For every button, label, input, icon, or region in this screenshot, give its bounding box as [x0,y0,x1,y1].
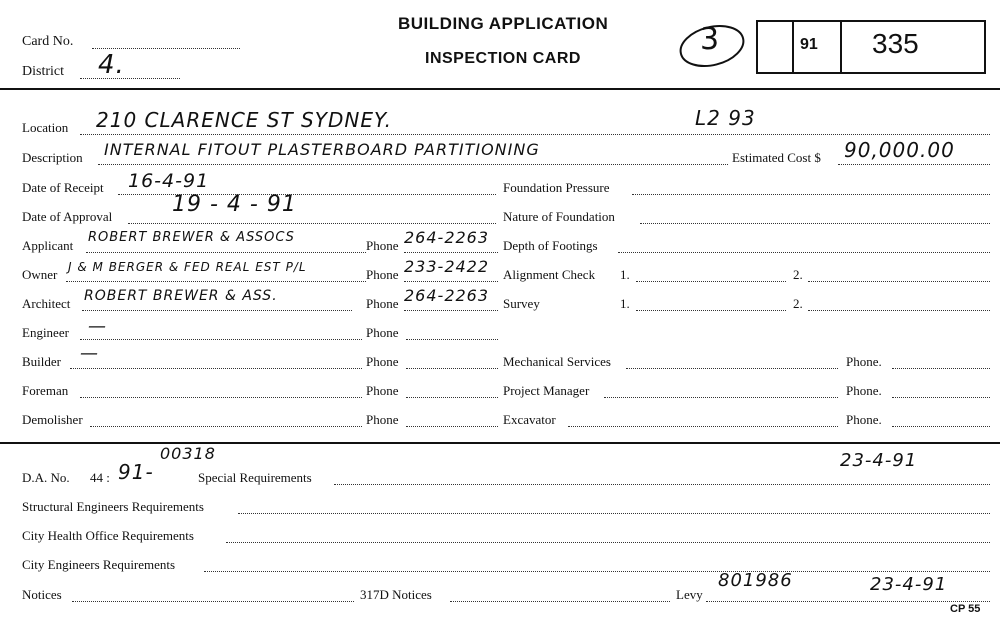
description-value: INTERNAL FITOUT PLASTERBOARD PARTITIONING [104,140,540,159]
da-value: 91- [118,460,154,484]
alignment-check-line1 [636,281,786,282]
header-rule [0,88,1000,90]
excavator-label: Excavator [503,412,556,427]
nature-foundation-label: Nature of Foundation [503,209,615,224]
depth-footings-line [618,252,990,253]
notices-line [72,601,354,602]
foreman-phone-line [406,397,498,398]
card-number-box [756,20,986,74]
builder-value: — [80,343,99,364]
survey-n1: 1. [620,296,630,311]
mechanical-phone-line [892,368,990,369]
city-eng-line [204,571,990,572]
architect-value: ROBERT BREWER & ASS. [84,288,278,304]
special-req-label: Special Requirements [198,470,312,485]
architect-phone: 264-2263 [404,286,490,305]
foundation-pressure-line [632,194,990,195]
structural-label: Structural Engineers Requirements [22,499,204,514]
survey-line2 [808,310,990,311]
depth-footings-label: Depth of Footings [503,238,598,253]
owner-line [66,281,366,282]
box-divider-2 [840,22,842,72]
levy-value: 801986 [718,570,793,591]
architect-phone-label: Phone [366,296,399,311]
engineer-label: Engineer [22,325,69,340]
owner-phone-label: Phone [366,267,399,282]
architect-line [82,310,352,311]
builder-phone-line [406,368,498,369]
estimated-cost-label: Estimated Cost $ [732,150,821,165]
form-code: CP 55 [950,603,981,615]
engineer-line [80,339,362,340]
card-no-label: Card No. [22,34,74,49]
notices-317d-line [450,601,670,602]
builder-phone-label: Phone [366,354,399,369]
box-year: 91 [800,36,818,53]
mechanical-services-line [626,368,838,369]
da-superscript: 00318 [160,444,216,463]
date-receipt-label: Date of Receipt [22,180,104,195]
levy-label: Levy [676,587,703,602]
date-approval-value: 19 - 4 - 91 [172,192,297,217]
da-prefix: 44 : [90,470,110,485]
foreman-phone-label: Phone [366,383,399,398]
engineer-phone-line [406,339,498,340]
levy-date: 23-4-91 [870,574,948,595]
notices-label: Notices [22,587,62,602]
demolisher-label: Demolisher [22,412,83,427]
project-manager-label: Project Manager [503,383,590,398]
box-divider-1 [792,22,794,72]
alignment-check-line2 [808,281,990,282]
date-approval-line [128,223,496,224]
da-no-label: D.A. No. [22,470,70,485]
foreman-line [80,397,362,398]
levy-line [706,601,990,602]
foundation-pressure-label: Foundation Pressure [503,180,610,195]
location-line [80,134,990,135]
mechanical-phone-label: Phone. [846,354,882,369]
title-line2: INSPECTION CARD [425,50,581,67]
estimated-cost-line [838,164,990,165]
applicant-phone-label: Phone [366,238,399,253]
excavator-line [568,426,838,427]
box-number: 335 [872,28,919,59]
circled-number: 3 [700,22,721,57]
builder-line [70,368,362,369]
health-line [226,542,990,543]
description-line [98,164,728,165]
date-approval-label: Date of Approval [22,209,113,224]
notices-317d-label: 317D Notices [360,587,432,602]
district-line [80,78,180,79]
location-value: 210 CLARENCE ST SYDNEY. [96,108,392,132]
estimated-cost-value: 90,000.00 [844,138,955,162]
location-label: Location [22,120,69,135]
structural-line [238,513,990,514]
demolisher-line [90,426,362,427]
demolisher-phone-label: Phone [366,412,399,427]
excavator-phone-label: Phone. [846,412,882,427]
engineer-value: — [88,316,107,337]
builder-label: Builder [22,354,61,369]
architect-phone-line [404,310,498,311]
excavator-phone-line [892,426,990,427]
district-value: 4. [98,50,125,80]
demolisher-phone-line [406,426,498,427]
nature-foundation-line [640,223,990,224]
health-label: City Health Office Requirements [22,528,194,543]
owner-label: Owner [22,267,58,282]
date-receipt-value: 16-4-91 [128,170,210,192]
city-eng-label: City Engineers Requirements [22,557,176,572]
foreman-label: Foreman [22,383,69,398]
alignment-check-label: Alignment Check [503,267,596,282]
survey-n2: 2. [793,296,803,311]
description-label: Description [22,150,83,165]
applicant-phone-line [404,252,498,253]
survey-label: Survey [503,296,540,311]
mechanical-services-label: Mechanical Services [503,354,611,369]
alignment-check-n2: 2. [793,267,803,282]
location-note: L2 93 [695,106,756,130]
applicant-line [86,252,366,253]
applicant-value: ROBERT BREWER & ASSOCS [88,230,295,245]
middle-rule [0,442,1000,444]
project-manager-phone-line [892,397,990,398]
architect-label: Architect [22,296,71,311]
project-manager-line [604,397,838,398]
engineer-phone-label: Phone [366,325,399,340]
alignment-check-n1: 1. [620,267,630,282]
owner-phone-line [404,281,498,282]
project-manager-phone-label: Phone. [846,383,882,398]
district-label: District [22,64,64,79]
applicant-label: Applicant [22,238,74,253]
special-req-line [334,484,990,485]
title-line1: BUILDING APPLICATION [398,14,609,33]
owner-phone: 233-2422 [404,257,490,276]
special-req-value: 23-4-91 [840,450,918,471]
owner-value: J & M BERGER & FED REAL EST P/L [68,260,307,274]
applicant-phone: 264-2263 [404,228,490,247]
survey-line1 [636,310,786,311]
card-no-line [92,48,240,49]
